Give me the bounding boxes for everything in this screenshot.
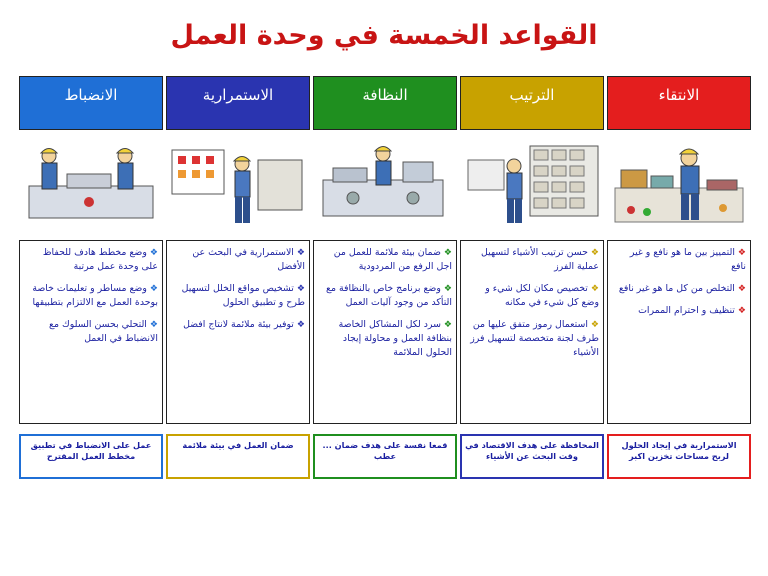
bullet-item: ❖تشخيص مواقع الخلل لتسهيل طرح و تطبيق الحلول xyxy=(181,283,305,308)
body-continuity xyxy=(166,240,310,424)
bullet-item: ❖وضع مساطر و تعليمات خاصة بوحدة العمل مع الالتزام بتطبيقها xyxy=(32,283,158,308)
bullet-item: ❖استعمال رموز متفق عليها من طرف لجنة متخصصة لتسهيل فرز الأشياء xyxy=(470,319,599,358)
bullet-item: ❖الاستمرارية في البحث عن الأفضل xyxy=(192,247,305,272)
bullet-item: ❖وضع مخطط هادف للحفاظ على وحدة عمل مرتبة xyxy=(42,247,158,272)
body-order xyxy=(460,240,604,424)
bullet-item: ❖وضع برنامج خاص بالنظافة مع التأكد من وجود آليات العمل xyxy=(326,283,452,308)
footer-order: المحافظة على هدف الاقتصاد في وقت البحث عن الأشياء xyxy=(460,434,604,479)
shelves-order-illustration xyxy=(460,140,604,232)
bullet-item: ❖التحلي بحسن السلوك مع الانضباط في العمل xyxy=(49,319,158,344)
body-cleanliness xyxy=(313,240,457,424)
bullet-item: ❖التخلص من كل ما هو غير نافع xyxy=(618,283,746,294)
bullet-item: ❖تخصيص مكان لكل شيء و وضع كل شيء في مكانه xyxy=(485,283,599,308)
footer-sorting: الاستمرارية في إيجاد الحلول لربح مساحات تخزين اكبر xyxy=(607,434,751,479)
worker-sorting-illustration xyxy=(607,140,751,232)
header-sorting: الانتقاء xyxy=(607,76,751,130)
bullet-item: ❖توفير بيئة ملائمة لانتاج افضل xyxy=(183,319,305,330)
footer-continuity: ضمان العمل في بيئة ملائمة xyxy=(166,434,310,479)
bullet-item: ❖التمييز بين ما هو نافع و غير نافع xyxy=(629,247,746,272)
header-continuity: الاستمرارية xyxy=(166,76,310,130)
body-sorting xyxy=(607,240,751,424)
machine-cleaning-illustration xyxy=(313,140,457,232)
bullet-item: ❖تنظيف و احترام الممرات xyxy=(638,305,746,316)
bullet-item: ❖سرد لكل المشاكل الخاصة بنظافة العمل و محاولة إيجاد الحلول الملائمة xyxy=(338,319,452,358)
bullet-item: ❖حسن ترتيب الأشياء لتسهيل عملية الفرز xyxy=(481,247,599,272)
workers-discipline-illustration xyxy=(19,140,163,232)
body-discipline xyxy=(19,240,163,424)
header-cleanliness: النظافة xyxy=(313,76,457,130)
header-order: الترتيب xyxy=(460,76,604,130)
header-discipline: الانضباط xyxy=(19,76,163,130)
footer-discipline: عمل على الانضباط في تطبيق مخطط العمل المقترح xyxy=(19,434,163,479)
page-title: القواعد الخمسة في وحدة العمل xyxy=(170,20,598,51)
footer-cleanliness: قمعا نفسة على هدف ضمان ... عطب xyxy=(313,434,457,479)
bullet-item: ❖ضمان بيئة ملائمة للعمل من اجل الرفع من المردودية xyxy=(333,247,452,272)
board-continuity-illustration xyxy=(166,140,310,232)
